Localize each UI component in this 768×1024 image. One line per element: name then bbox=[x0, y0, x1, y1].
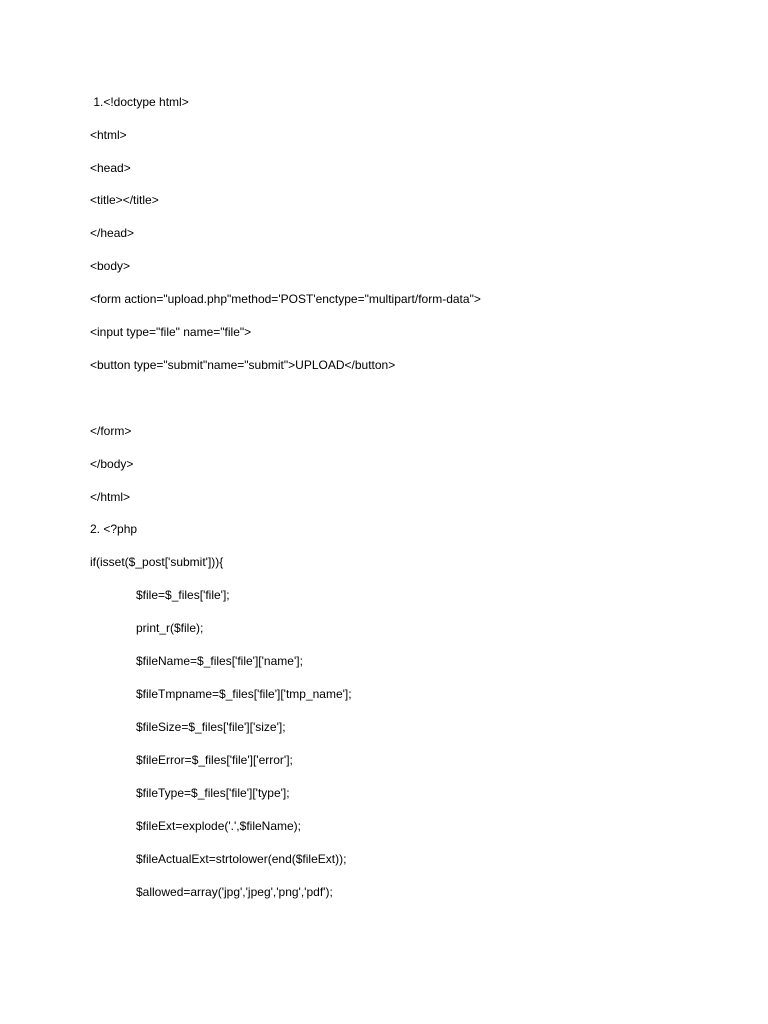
code-line-file-ext: $fileExt=explode('.',$fileName); bbox=[136, 819, 301, 833]
code-line-file-actual-ext: $fileActualExt=strtolower(end($fileExt)); bbox=[136, 852, 347, 866]
code-line-php-open: 2. <?php bbox=[90, 522, 138, 536]
code-line-print-r: print_r($file); bbox=[136, 621, 204, 635]
code-line-file-type: $fileType=$_files['file']['type']; bbox=[136, 786, 290, 800]
code-line-allowed: $allowed=array('jpg','jpeg','png','pdf'); bbox=[136, 885, 333, 899]
code-line-file: $file=$_files['file']; bbox=[136, 588, 230, 602]
code-line-form-close: </form> bbox=[90, 424, 132, 438]
code-line-file-tmpname: $fileTmpname=$_files['file']['tmp_name']; bbox=[136, 687, 352, 701]
code-line-input: <input type="file" name="file"> bbox=[90, 325, 252, 339]
code-line-body-open: <body> bbox=[90, 259, 131, 273]
code-line-doctype: 1.<!doctype html> bbox=[90, 95, 189, 109]
code-line-html-open: <html> bbox=[90, 128, 127, 142]
code-line-file-name: $fileName=$_files['file']['name']; bbox=[136, 654, 303, 668]
code-line-file-error: $fileError=$_files['file']['error']; bbox=[136, 753, 293, 767]
code-line-title: <title></title> bbox=[90, 193, 159, 207]
code-line-head-close: </head> bbox=[90, 226, 135, 240]
code-line-if-isset: if(isset($_post['submit'])){ bbox=[90, 555, 224, 569]
code-line-html-close: </html> bbox=[90, 490, 131, 504]
code-line-head-open: <head> bbox=[90, 161, 131, 175]
code-line-button: <button type="submit"name="submit">UPLOAD</button> bbox=[90, 358, 396, 372]
code-line-file-size: $fileSize=$_files['file']['size']; bbox=[136, 720, 286, 734]
code-line-form-open: <form action="upload.php"method='POST'enctype="multipart/form-data"> bbox=[90, 292, 481, 306]
code-line-body-close: </body> bbox=[90, 457, 134, 471]
